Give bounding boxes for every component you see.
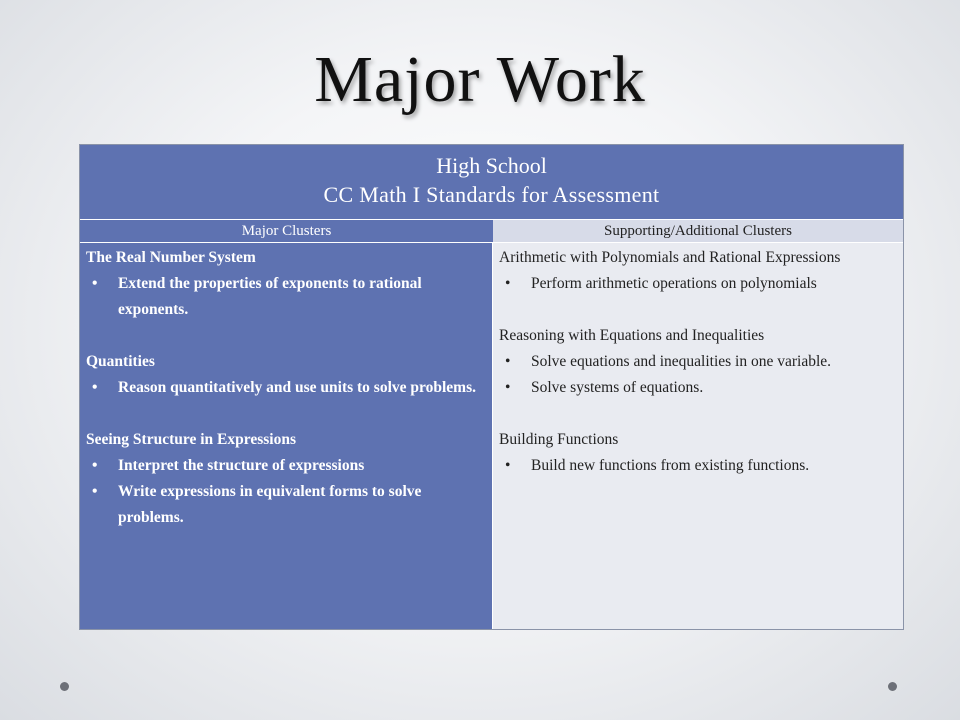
- standards-table: [79, 144, 904, 630]
- cluster-group: [499, 323, 897, 401]
- list-item: • Solve systems of equations.: [499, 375, 897, 401]
- cluster-list: [86, 375, 486, 401]
- cluster-group: [86, 427, 486, 531]
- major-clusters-column: [80, 242, 493, 629]
- cluster-group: [499, 245, 897, 297]
- list-item: • Solve equations and inequalities in one variable.: [499, 349, 897, 375]
- cluster-list: [499, 271, 897, 297]
- cluster-list: [499, 349, 897, 401]
- table-header: [80, 145, 903, 219]
- cluster-title: Quantities: [86, 353, 155, 370]
- cluster-title: Building Functions: [499, 431, 619, 448]
- table-header-line1: High School: [436, 153, 547, 178]
- decorative-dot-right: [888, 682, 897, 691]
- list-item: • Build new functions from existing functions.: [499, 453, 897, 479]
- list-item: • Write expressions in equivalent forms to solve problems.: [86, 479, 486, 531]
- cluster-title: Reasoning with Equations and Inequalities: [499, 327, 765, 344]
- supporting-clusters-header: Supporting/Additional Clusters: [493, 219, 903, 242]
- cluster-list: [499, 453, 897, 479]
- cluster-title: The Real Number System: [86, 249, 256, 266]
- cluster-title: Seeing Structure in Expressions: [86, 431, 296, 448]
- major-clusters-header: Major Clusters: [80, 219, 493, 242]
- cluster-group: [86, 245, 486, 323]
- cluster-title: Arithmetic with Polynomials and Rational Expressions: [499, 249, 841, 266]
- cluster-list: [86, 453, 486, 531]
- table-header-line2: CC Math I Standards for Assessment: [323, 182, 660, 207]
- list-item: • Perform arithmetic operations on polynomials: [499, 271, 897, 297]
- list-item: • Extend the properties of exponents to rational exponents.: [86, 271, 486, 323]
- cluster-group: [499, 427, 897, 479]
- list-item: • Reason quantitatively and use units to solve problems.: [86, 375, 486, 401]
- cluster-group: [86, 349, 486, 401]
- cluster-list: [86, 271, 486, 323]
- slide-title: Major Work: [314, 43, 646, 116]
- supporting-clusters-column: [493, 242, 903, 629]
- decorative-dot-left: [60, 682, 69, 691]
- list-item: • Interpret the structure of expressions: [86, 453, 486, 479]
